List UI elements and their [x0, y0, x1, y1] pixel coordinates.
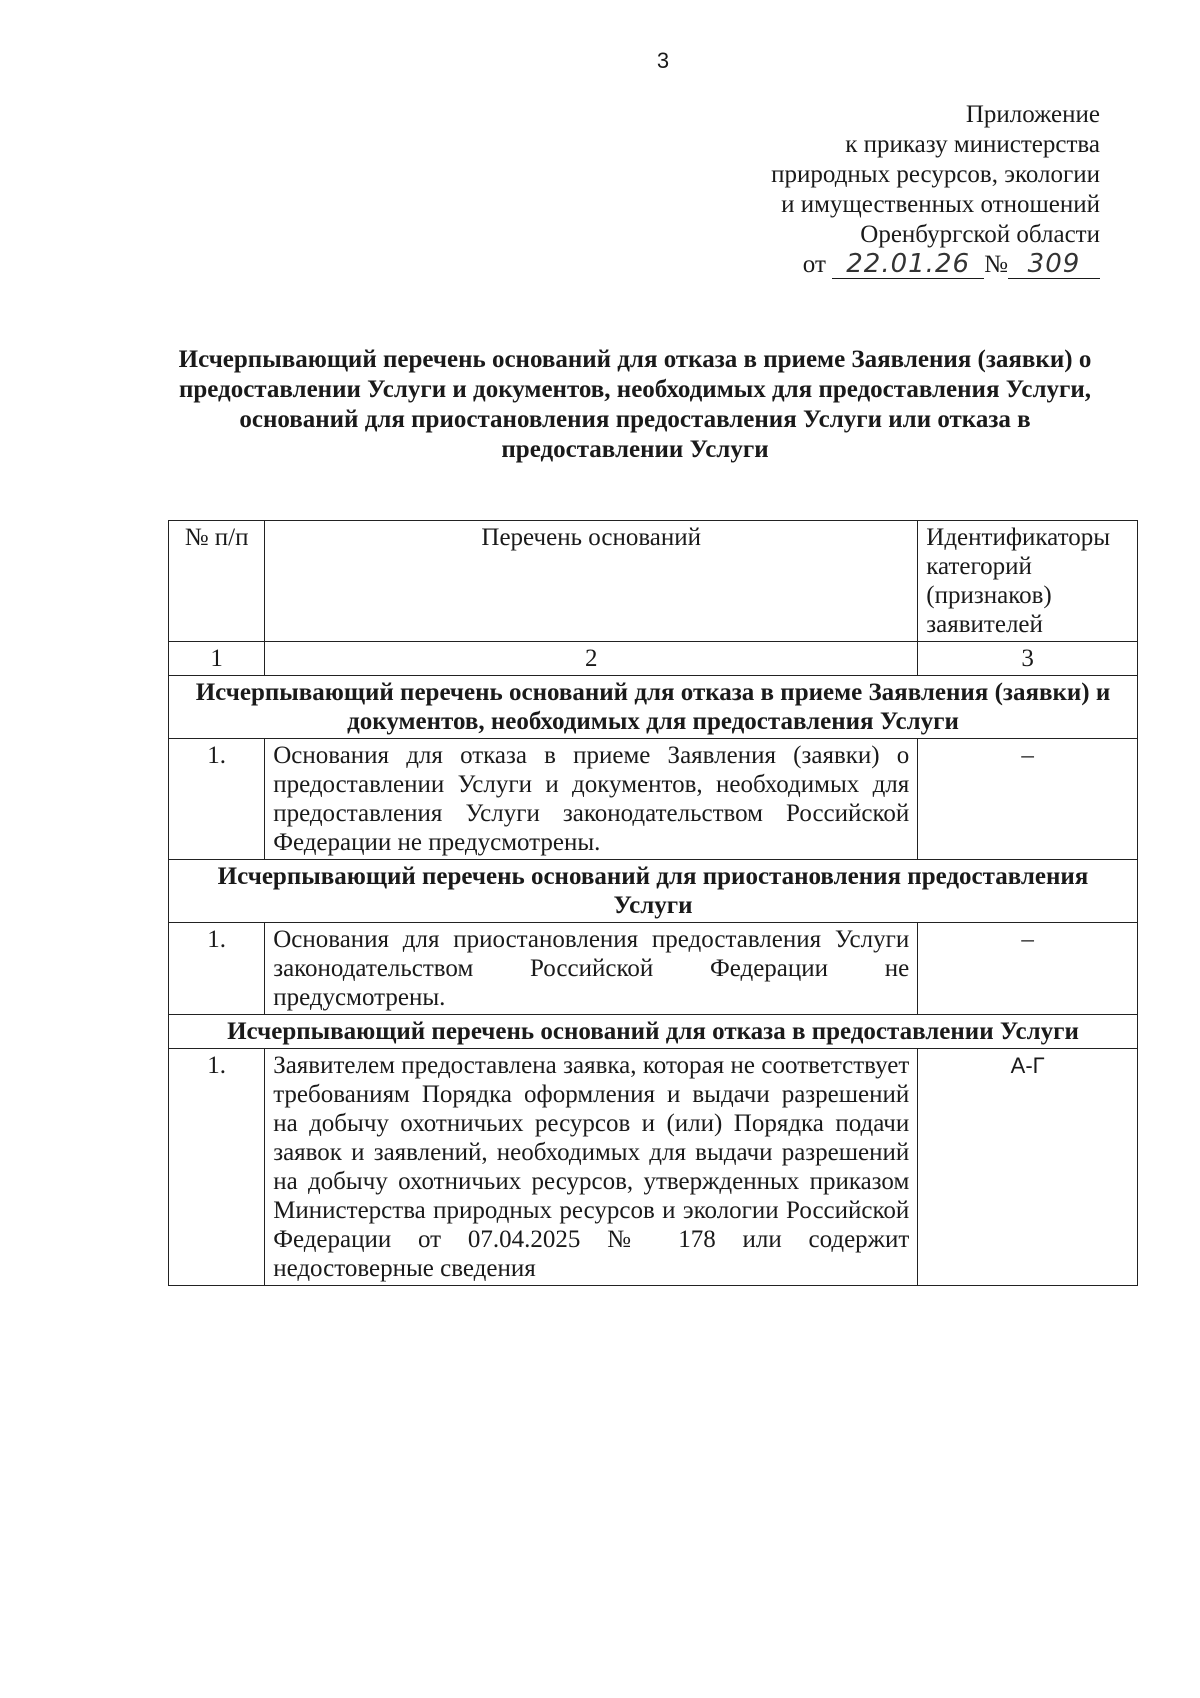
section-heading: Исчерпывающий перечень оснований для отказа в предоставлении Услуги — [169, 1015, 1138, 1049]
table-row — [169, 1049, 1138, 1286]
appendix-line: к приказу министерства — [845, 131, 1100, 158]
section-heading: Исчерпывающий перечень оснований для отказа в приеме Заявления (заявки) и документов, необходимых для предоставления Услуги — [169, 676, 1138, 739]
order-number: 309 — [1008, 250, 1100, 279]
column-index: 3 — [918, 642, 1138, 676]
section-heading-row — [169, 676, 1138, 739]
row-identifier: – — [918, 739, 1138, 860]
section-heading: Исчерпывающий перечень оснований для приостановления предоставления Услуги — [169, 860, 1138, 923]
reasons-table — [168, 520, 1138, 1286]
order-date-line — [680, 250, 1100, 280]
column-index-row — [169, 642, 1138, 676]
document-title: Исчерпывающий перечень оснований для отказа в приеме Заявления (заявки) о предоставлении Услуги и документов, необходимых для предоставления Услуги, оснований для приостановления предоставления Услуги или отказа в предоставлении Услуги — [178, 346, 1092, 463]
appendix-block — [680, 100, 1100, 280]
order-date: 22.01.26 — [832, 250, 984, 279]
appendix-line: Оренбургской области — [860, 221, 1100, 248]
column-index: 1 — [169, 642, 265, 676]
appendix-line: природных ресурсов, экологии — [771, 161, 1100, 188]
row-num: 1. — [169, 739, 265, 860]
row-text: Основания для отказа в приеме Заявления (заявки) о предоставлении Услуги и документов, необходимых для предоставления Услуги законодательством Российской Федерации не предусмотрены. — [265, 739, 918, 860]
number-prefix: № — [984, 251, 1008, 278]
page-number: 3 — [656, 48, 670, 73]
row-text: Основания для приостановления предоставления Услуги законодательством Российской Федерации не предусмотрены. — [265, 923, 918, 1015]
row-identifier: А-Г — [918, 1049, 1138, 1286]
column-index: 2 — [265, 642, 918, 676]
row-num: 1. — [169, 923, 265, 1015]
row-text: Заявителем предоставлена заявка, которая не соответствует требованиям Порядка оформления и выдачи разрешений на добычу охотничьих ресурсов и (или) Порядка подачи заявок и заявлений, необходимых для выдачи разрешений на добычу охотничьих ресурсов, утвержденных приказом Министерства природных ресурсов и экологии Российской Федерации от 07.04.2025 № 178 или содержит недостоверные сведения — [265, 1049, 918, 1286]
table-row — [169, 923, 1138, 1015]
row-num: 1. — [169, 1049, 265, 1286]
section-heading-row — [169, 1015, 1138, 1049]
row-identifier: – — [918, 923, 1138, 1015]
header-identifiers: Идентификаторы категорий (признаков) заявителей — [918, 521, 1138, 642]
appendix-line: Приложение — [965, 101, 1100, 128]
header-num: № п/п — [169, 521, 265, 642]
section-heading-row — [169, 860, 1138, 923]
date-prefix: от — [802, 251, 826, 278]
table-row — [169, 739, 1138, 860]
appendix-line: и имущественных отношений — [781, 191, 1100, 218]
header-reasons: Перечень оснований — [265, 521, 918, 642]
table-header-row — [169, 521, 1138, 642]
